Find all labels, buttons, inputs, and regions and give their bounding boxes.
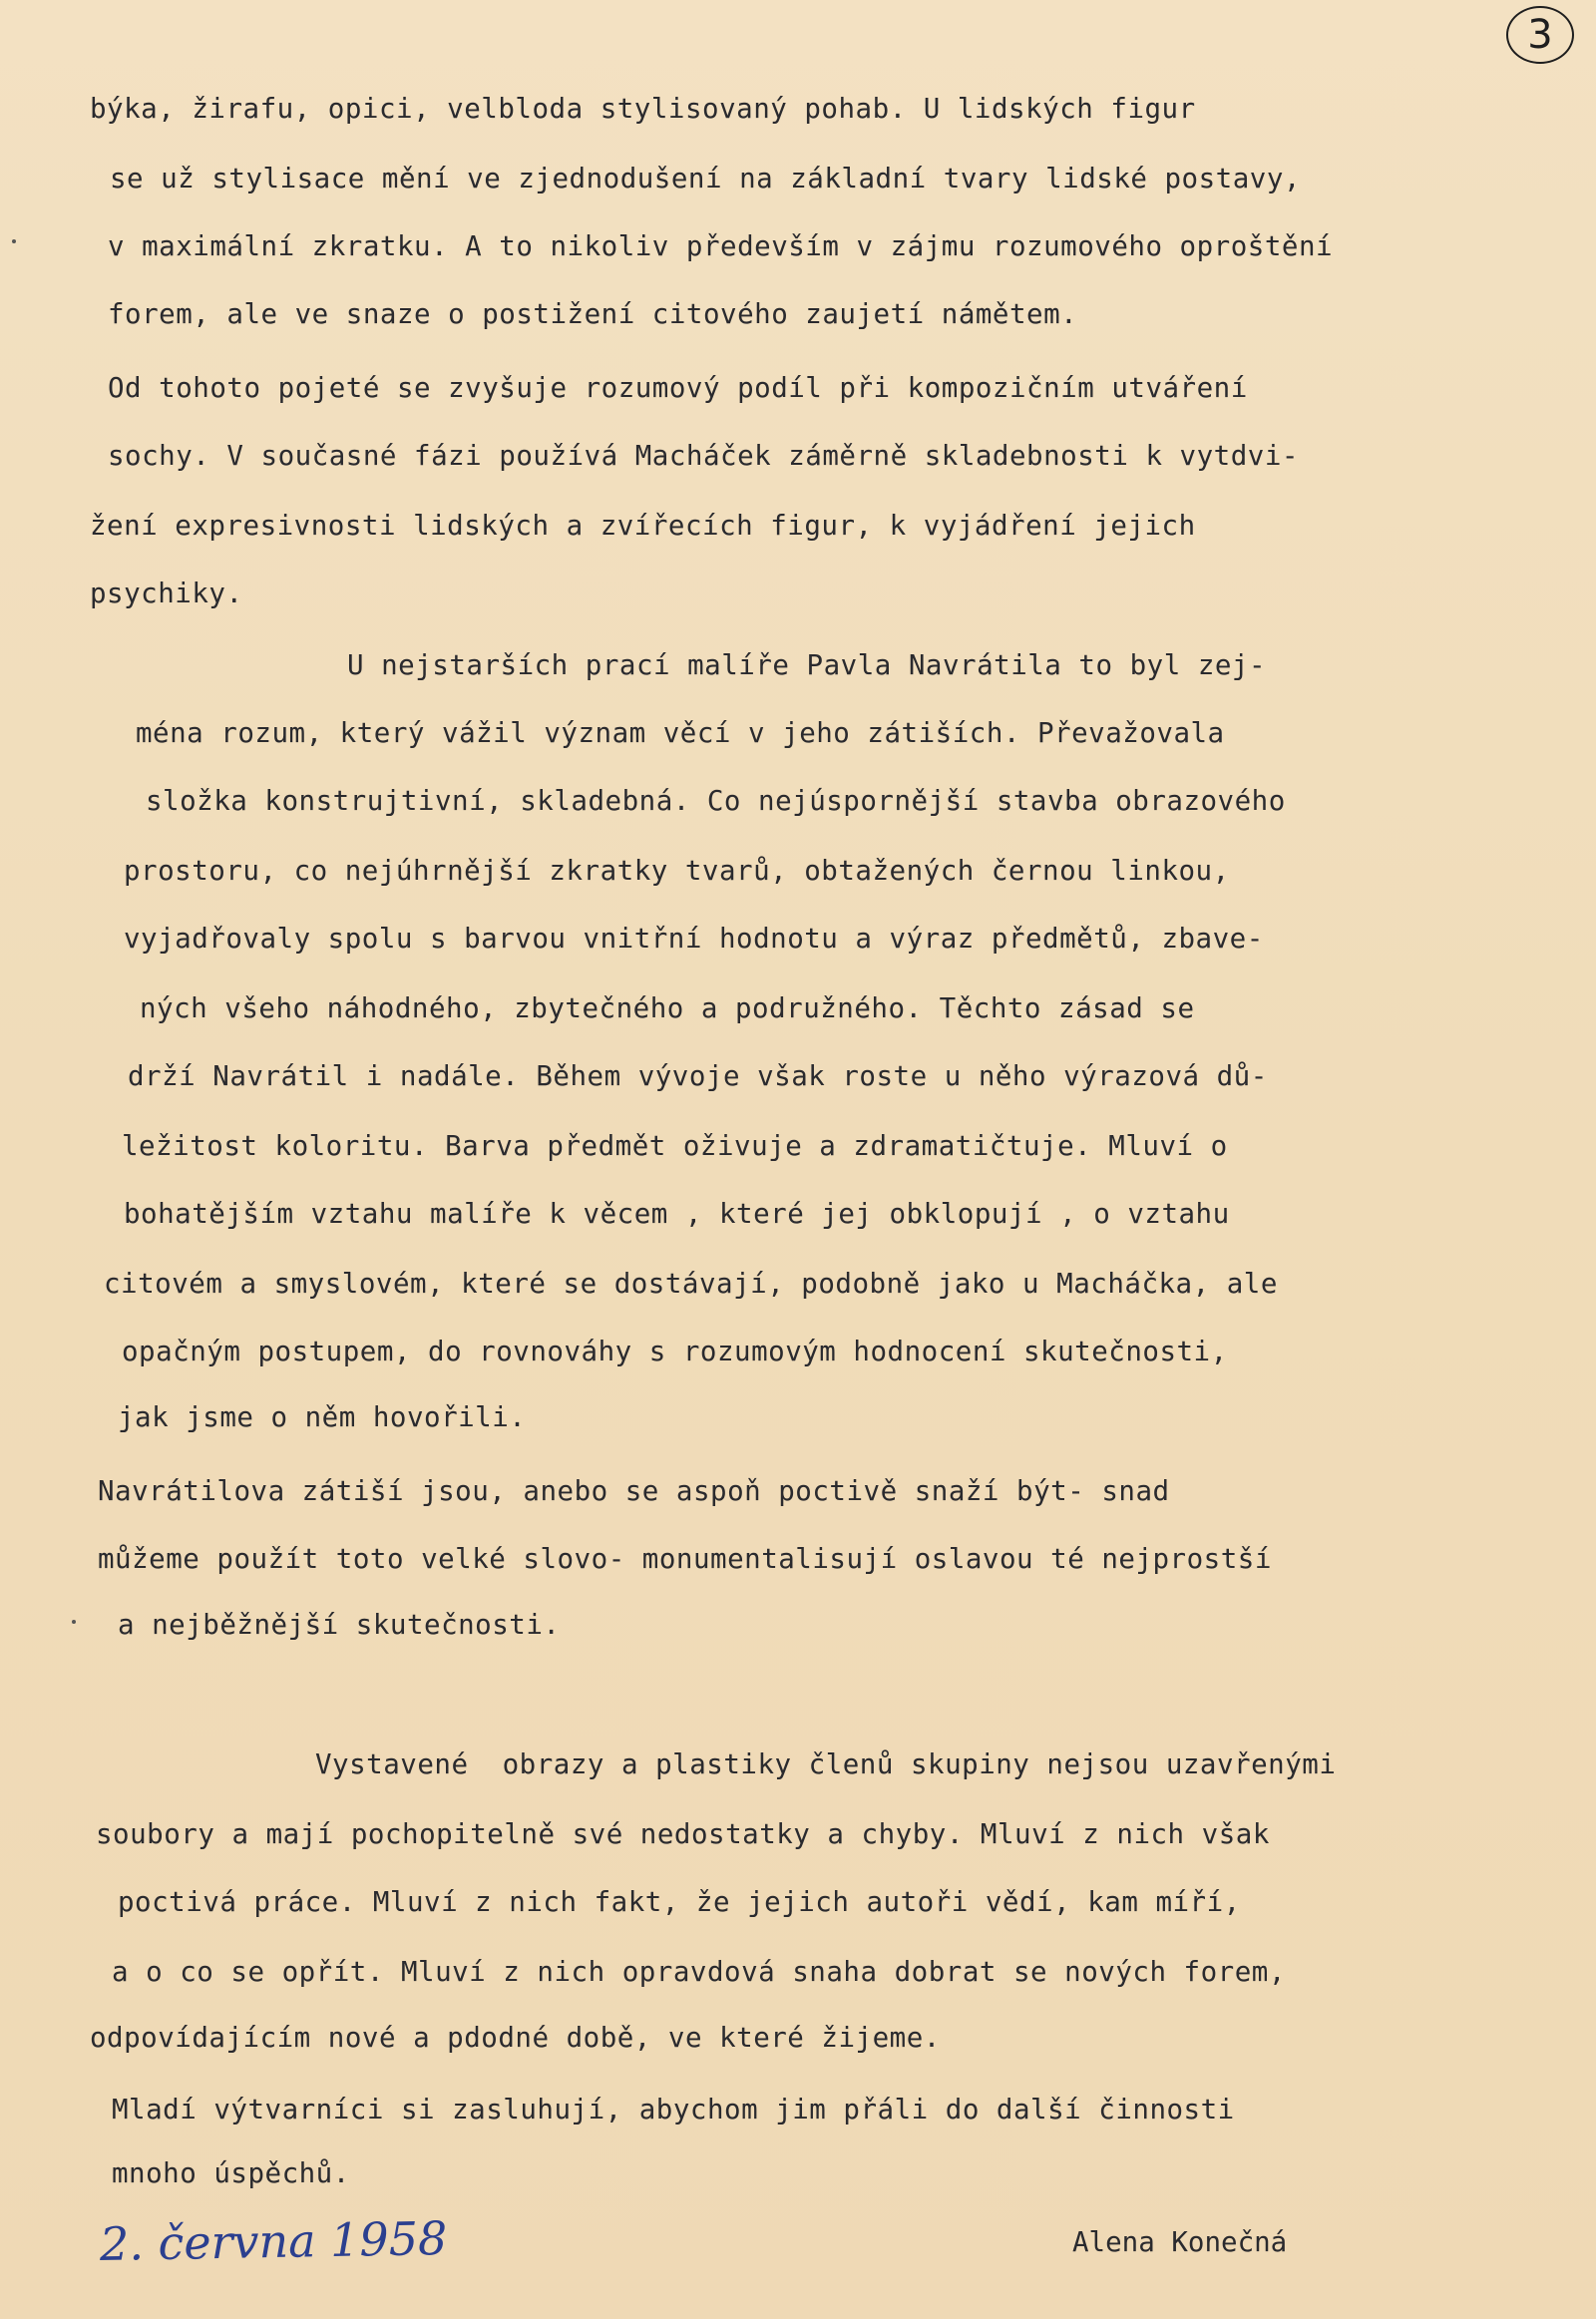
signature: Alena Konečná bbox=[1072, 2226, 1288, 2258]
text-line: U nejstarších prací malíře Pavla Navrátila to byl zej- bbox=[347, 649, 1267, 681]
text-line: Vystavené obrazy a plastiky členů skupiny nejsou uzavřenými bbox=[315, 1748, 1337, 1780]
text-line: v maximální zkratku. A to nikoliv především v zájmu rozumového oproštění bbox=[108, 230, 1334, 262]
text-line: a nejběžnější skutečnosti. bbox=[118, 1609, 561, 1641]
text-line: vyjadřovaly spolu s barvou vnitřní hodnotu a výraz předmětů, zbave- bbox=[124, 923, 1264, 955]
text-line: ména rozum, který vážil význam věcí v jeho zátiších. Převažovala bbox=[136, 717, 1225, 749]
text-line: soubory a mají pochopitelně své nedostatky a chyby. Mluví z nich však bbox=[96, 1818, 1270, 1850]
text-line: ležitost koloritu. Barva předmět oživuje a zdramatičtuje. Mluví o bbox=[122, 1130, 1228, 1162]
paper-speck bbox=[12, 239, 16, 243]
text-line: prostoru, co nejúhrnější zkratky tvarů, obtažených černou linkou, bbox=[124, 855, 1230, 887]
text-line: složka konstrujtivní, skladebná. Co nejúspornější stavba obrazového bbox=[146, 785, 1286, 817]
text-line: ných všeho náhodného, zbytečného a podružného. Těchto zásad se bbox=[140, 992, 1195, 1024]
handwritten-date: 2. června 1958 bbox=[99, 2210, 448, 2272]
text-line: odpovídajícím nové a pdodné době, ve které žijeme. bbox=[90, 2022, 941, 2054]
text-line: můžeme použít toto velké slovo- monumentalisují oslavou té nejprostší bbox=[98, 1543, 1272, 1575]
page-number: 3 bbox=[1506, 6, 1574, 64]
text-line: poctivá práce. Mluví z nich fakt, že jejich autoři vědí, kam míří, bbox=[118, 1886, 1241, 1918]
text-line: drží Navrátil i nadále. Během vývoje však roste u něho výrazová dů- bbox=[128, 1060, 1268, 1092]
text-line: Navrátilova zátiší jsou, anebo se aspoň poctivě snaží být- snad bbox=[98, 1475, 1170, 1507]
text-line: Mladí výtvarníci si zasluhují, abychom jim přáli do další činnosti bbox=[112, 2094, 1235, 2126]
text-line: forem, ale ve snaze o postižení citového zaujetí námětem. bbox=[108, 298, 1078, 330]
text-line: Od tohoto pojeté se zvyšuje rozumový podíl při kompozičním utváření bbox=[108, 372, 1248, 404]
text-line: a o co se opřít. Mluví z nich opravdová snaha dobrat se nových forem, bbox=[112, 1956, 1286, 1988]
text-line: žení expresivnosti lidských a zvířecích figur, k vyjádření jejich bbox=[90, 510, 1196, 542]
text-line: psychiky. bbox=[90, 578, 243, 609]
text-line: bohatějším vztahu malíře k věcem , které jej obklopují , o vztahu bbox=[124, 1198, 1230, 1230]
text-line: citovém a smyslovém, které se dostávají, podobně jako u Macháčka, ale bbox=[104, 1268, 1278, 1300]
text-line: opačným postupem, do rovnováhy s rozumovým hodnocení skutečnosti, bbox=[122, 1336, 1228, 1367]
text-line: býka, žirafu, opici, velbloda stylisovaný pohab. U lidských figur bbox=[90, 93, 1196, 125]
text-line: jak jsme o něm hovořili. bbox=[118, 1401, 527, 1433]
text-line: mnoho úspěchů. bbox=[112, 2157, 350, 2189]
text-line: sochy. V současné fázi používá Macháček záměrně skladebnosti k vytdvi- bbox=[108, 440, 1299, 472]
text-line: se už stylisace mění ve zjednodušení na základní tvary lidské postavy, bbox=[110, 163, 1301, 194]
paper-speck bbox=[72, 1620, 76, 1624]
